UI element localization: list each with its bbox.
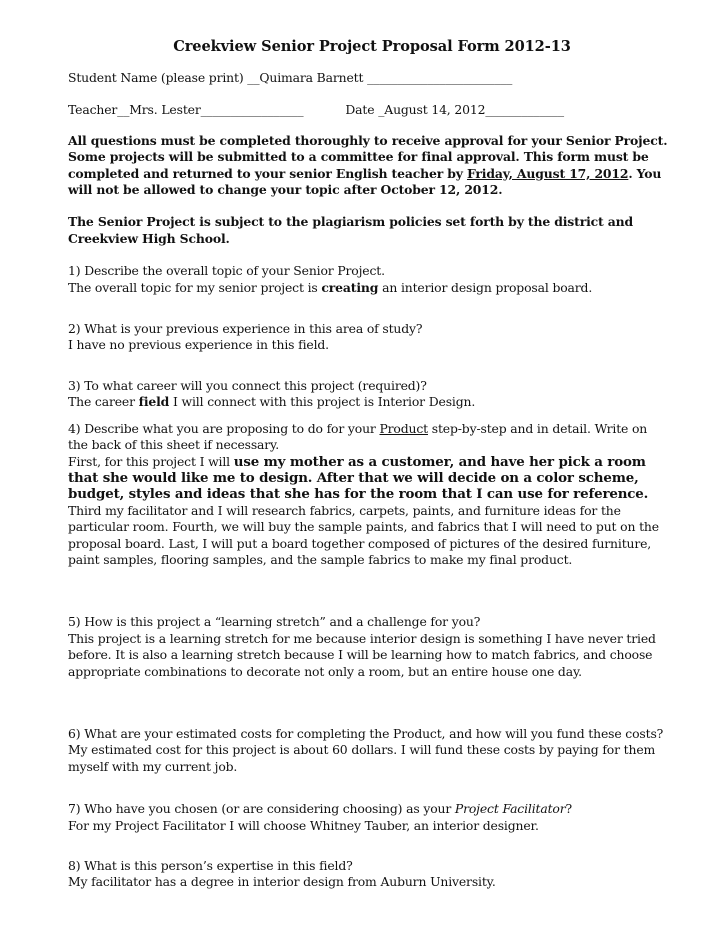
question-2: [68, 321, 668, 354]
instructions-paragraph: [68, 133, 668, 199]
answer-5: This project is a learning stretch for me because interior design is something I have never tried before. It is also a learning stretch because I will be learning how to match fabrics, and choose appropriate combinations to decorate not only a room, but an entire house one day.: [68, 630, 656, 679]
question-8: [68, 858, 668, 891]
answer-2: I have no previous experience in this field.: [68, 337, 329, 353]
answer-3-emphasis: field: [138, 394, 170, 410]
form-title: Creekview Senior Project Proposal Form 2012-13: [173, 38, 571, 55]
date-blank: _____________: [485, 102, 564, 118]
question-8-text: 8) What is this person’s expertise in this field?: [68, 858, 353, 873]
question-1: [68, 263, 668, 296]
question-6: [68, 726, 668, 775]
answer-1: The overall topic for my senior project is creating an interior design proposal board.: [68, 279, 593, 295]
teacher-date-row: [68, 102, 668, 118]
deadline-text: Friday, August 17, 2012: [466, 165, 629, 181]
product-term: Product: [379, 420, 428, 436]
facilitator-term: Project Facilitator: [454, 801, 566, 817]
answer-4: First, for this project I will use my mother as a customer, and have her pick a room that she would like me to design. After that we will decide on a color scheme, budget, styles and ideas that she has for the room that I can use for reference. Third my facilitator and I will research fabrics, carpets, paints, and furniture ideas for the particular room. Fourth, we will buy the sample paints, and fabrics that I will need to put on the proposal board. Last, I will put a board together composed of pictures of the desired furniture, paint samples, flooring samples, and the sample fabrics to make my final product.: [68, 453, 659, 567]
answer-6: My estimated cost for this project is about 60 dollars. I will fund these costs by paying for them myself with my current job.: [68, 742, 656, 774]
answer-3: The career field I will connect with this project is Interior Design.: [68, 394, 476, 410]
question-4-text: 4) Describe what you are proposing to do for your Product step-by-step and in detail. Write on the back of this sheet if necessary.: [68, 420, 648, 453]
student-name-value: Quimara Barnett: [259, 70, 364, 85]
student-name-row: [68, 70, 668, 86]
teacher-blank: _________________: [200, 102, 304, 118]
answer-4-emphasis: use my mother as a customer, and have her pick a room that she would like me to design. After that we will decide on a color scheme, budget, styles and ideas that she has for the room that I can use for reference.: [68, 453, 649, 503]
date-value: August 14, 2012: [384, 102, 486, 118]
answer-7: For my Project Facilitator I will choose Whitney Tauber, an interior designer.: [68, 817, 539, 833]
question-3-text: 3) To what career will you connect this project (required)?: [68, 377, 427, 393]
question-3: [68, 378, 668, 411]
answer-1-emphasis: creating: [321, 279, 379, 295]
teacher-label: Teacher__: [68, 102, 130, 118]
question-4: [68, 421, 668, 569]
date-label: Date _: [345, 102, 385, 118]
question-7-text: 7) Who have you chosen (or are considering choosing) as your Project Facilitator?: [68, 801, 573, 817]
answer-8: My facilitator has a degree in interior design from Auburn University.: [68, 874, 496, 890]
question-2-text: 2) What is your previous experience in this area of study?: [68, 321, 423, 337]
question-5: [68, 614, 668, 680]
question-5-text: 5) How is this project a “learning stretch” and a challenge for you?: [68, 614, 481, 630]
instructions-text-end: . You will not be allowed to change your topic after October 12, 2012.: [68, 165, 662, 198]
question-1-text: 1) Describe the overall topic of your Senior Project.: [68, 263, 385, 279]
instructions-text: All questions must be completed thoroughly to receive approval for your Senior Project. Some projects will be submitted to a committee for final approval. This form must be completed and returned to your senior English teacher by: [68, 132, 668, 181]
teacher-value: Mrs. Lester: [129, 102, 201, 118]
plagiarism-paragraph: The Senior Project is subject to the plagiarism policies set forth by the district and Creekview High School.: [68, 214, 634, 246]
student-name-blank: ________________________: [363, 70, 513, 85]
question-7: [68, 801, 668, 834]
question-6-text: 6) What are your estimated costs for completing the Product, and how will you fund these costs?: [68, 725, 664, 741]
proposal-form: [68, 38, 668, 891]
student-name-label: Student Name (please print) __: [68, 70, 260, 85]
